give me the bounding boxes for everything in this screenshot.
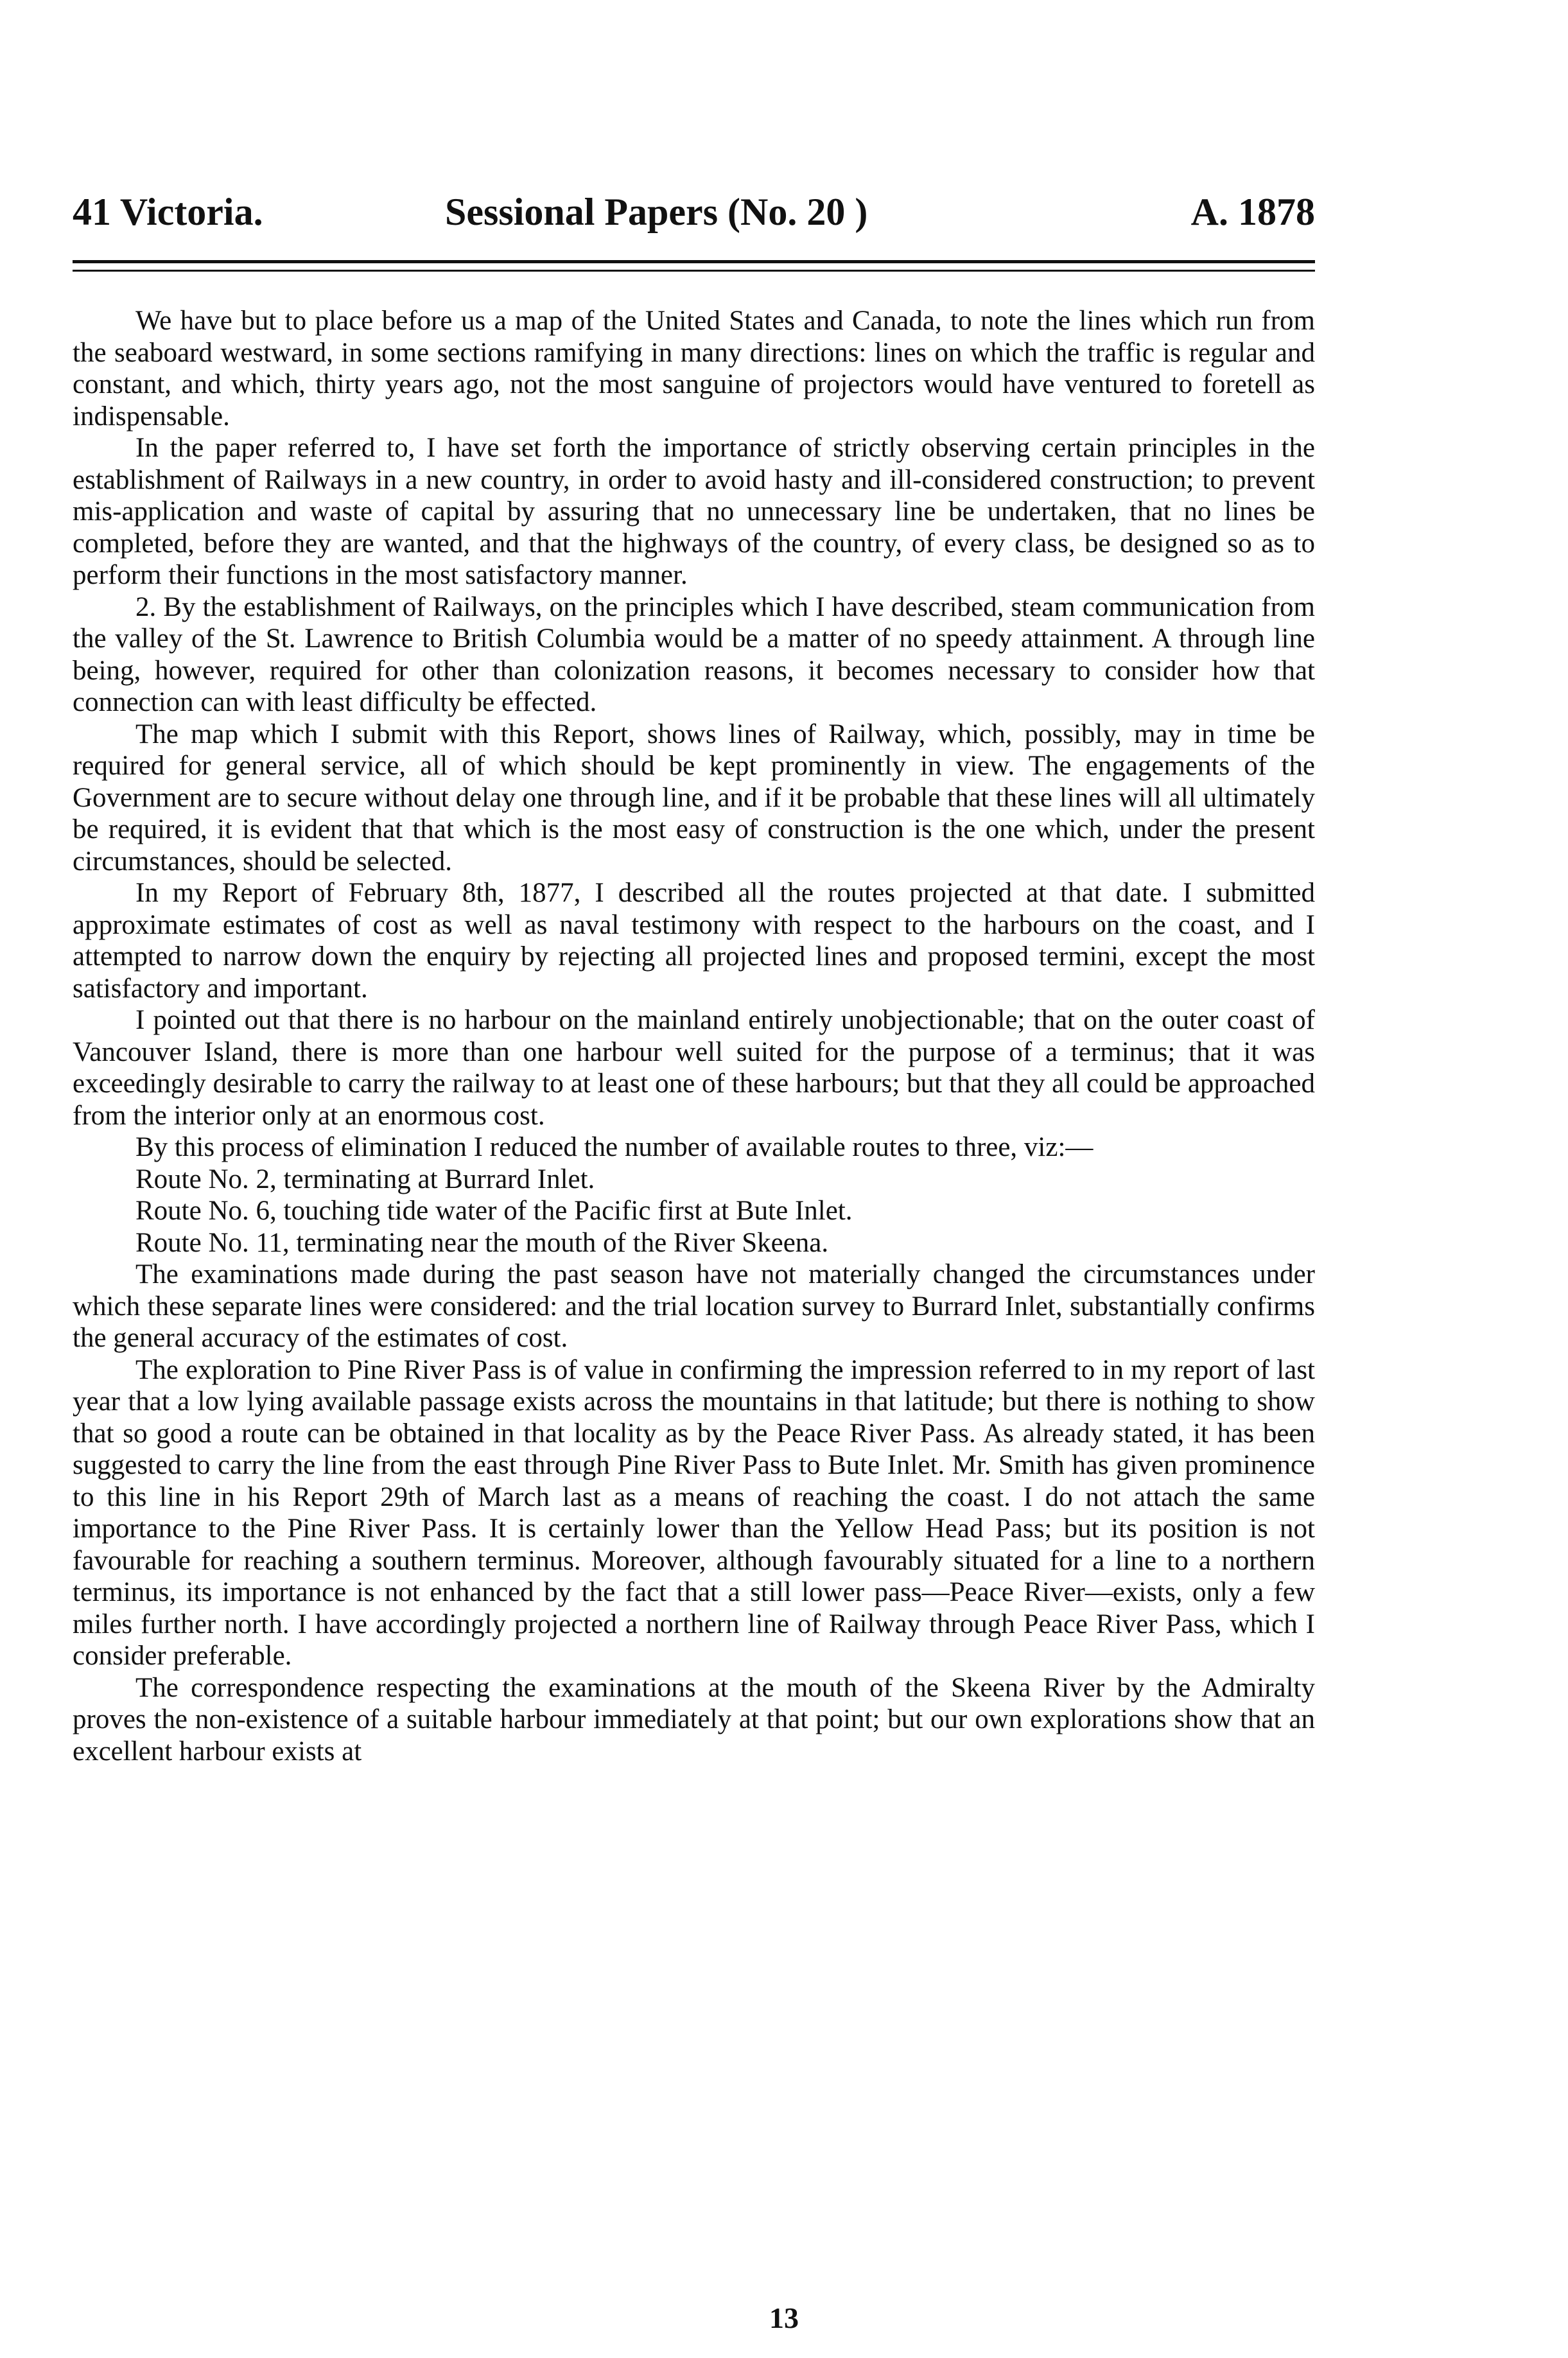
paragraph-pine-river-pass: The exploration to Pine River Pass is of value in confirming the impression referred to in my report of last year that a low lying available passage exists across the mountains in that latitude; but there is nothing to show that so good a route can be obtained in that locality as by the Peace River Pass. As already stated, it has been suggested to carry the line from the east through Pine River Pass to Bute Inlet. Mr. Smith has given prominence to this line in his Report 29th of March last as a means of reaching the coast. I do not attach the same importance to the Pine River Pass. It is certainly lower than the Yellow Head Pass; but its position is not favourable for reaching a southern terminus. Moreover, although favourably situated for a line to a northern terminus, its importance is not enhanced by the fact that a still lower pass—Peace River—exists, only a few miles further north. I have accordingly projected a northern line of Railway through Peace River Pass, which I consider preferable. <box>73 1354 1315 1671</box>
paragraph-examinations: The examinations made during the past season have not materially changed the circumstances under which these separate lines were considered: and the trial location survey to Burrard Inlet, substantially confirms the general accuracy of the estimates of cost. <box>73 1259 1315 1353</box>
header-rule-thin <box>73 270 1315 272</box>
route-item-2: Route No. 2, terminating at Burrard Inlet. <box>135 1164 595 1194</box>
paragraph-elimination: By this process of elimination I reduced the number of available routes to three, viz:— <box>135 1132 1093 1162</box>
paragraph-skeena-correspondence: The correspondence respecting the examinations at the mouth of the Skeena River by the Admiralty proves the non-existence of a suitable harbour immediately at that point; but our own explorations show that an excellent harbour exists at <box>73 1672 1315 1767</box>
page-number: 13 <box>769 2301 799 2334</box>
route-item-11: Route No. 11, terminating near the mouth of the River Skeena. <box>135 1227 829 1258</box>
paragraph-principles: In the paper referred to, I have set forth the importance of strictly observing certain principles in the establishment of Railways in a new country, in order to avoid hasty and ill-considered construction; to prevent mis-application and waste of capital by assuring that no unnecessary line be undertaken, that no lines be completed, before they are wanted, and that the highways of the country, of every class, be designed so as to perform their functions in the most satisfactory manner. <box>73 433 1315 590</box>
body-text <box>73 305 1315 1767</box>
paragraph-map-of-lines: We have but to place before us a map of the United States and Canada, to note the lines which run from the seaboard westward, in some sections ramifying in many directions: lines on which the traffic is regular and constant, and which, thirty years ago, not the most sanguine of projectors would have ventured to foretell as indispensable. <box>73 306 1315 432</box>
paragraph-steam-communication: 2. By the establishment of Railways, on the principles which I have described, steam communication from the valley of the St. Lawrence to British Columbia would be a matter of no speedy attainment. A through line being, however, required for other than colonization reasons, it becomes necessary to consider how that connection can with least difficulty be effected. <box>73 591 1315 717</box>
header-sessional-papers: Sessional Papers (No. 20 ) <box>445 191 868 233</box>
paragraph-harbours: I pointed out that there is no harbour on the mainland entirely unobjectionable; that on the outer coast of Vancouver Island, there is more than one harbour well suited for the purpose of a terminus; that it was exceedingly desirable to carry the railway to at least one of these harbours; but that they all could be approached from the interior only at an enormous cost. <box>73 1005 1315 1131</box>
header-regnal-year: 41 Victoria. <box>73 191 263 233</box>
route-item-6: Route No. 6, touching tide water of the Pacific first at Bute Inlet. <box>135 1196 853 1226</box>
header-session-year: A. 1878 <box>1190 191 1315 233</box>
header-rule-thick <box>73 260 1315 263</box>
paragraph-map-submitted: The map which I submit with this Report, shows lines of Railway, which, possibly, may in time be required for general service, all of which should be kept prominently in view. The engagements of the Government are to secure without delay one through line, and if it be probable that these lines will all ultimately be required, it is evident that that which is the most easy of construction is the one which, under the present circumstances, should be selected. <box>73 719 1315 877</box>
paragraph-report-february: In my Report of February 8th, 1877, I described all the routes projected at that date. I submitted approximate estimates of cost as well as naval testimony with respect to the harbours on the coast, and I attempted to narrow down the enquiry by rejecting all projected lines and proposed termini, except the most satisfactory and important. <box>73 878 1315 1004</box>
running-header <box>73 183 1315 241</box>
